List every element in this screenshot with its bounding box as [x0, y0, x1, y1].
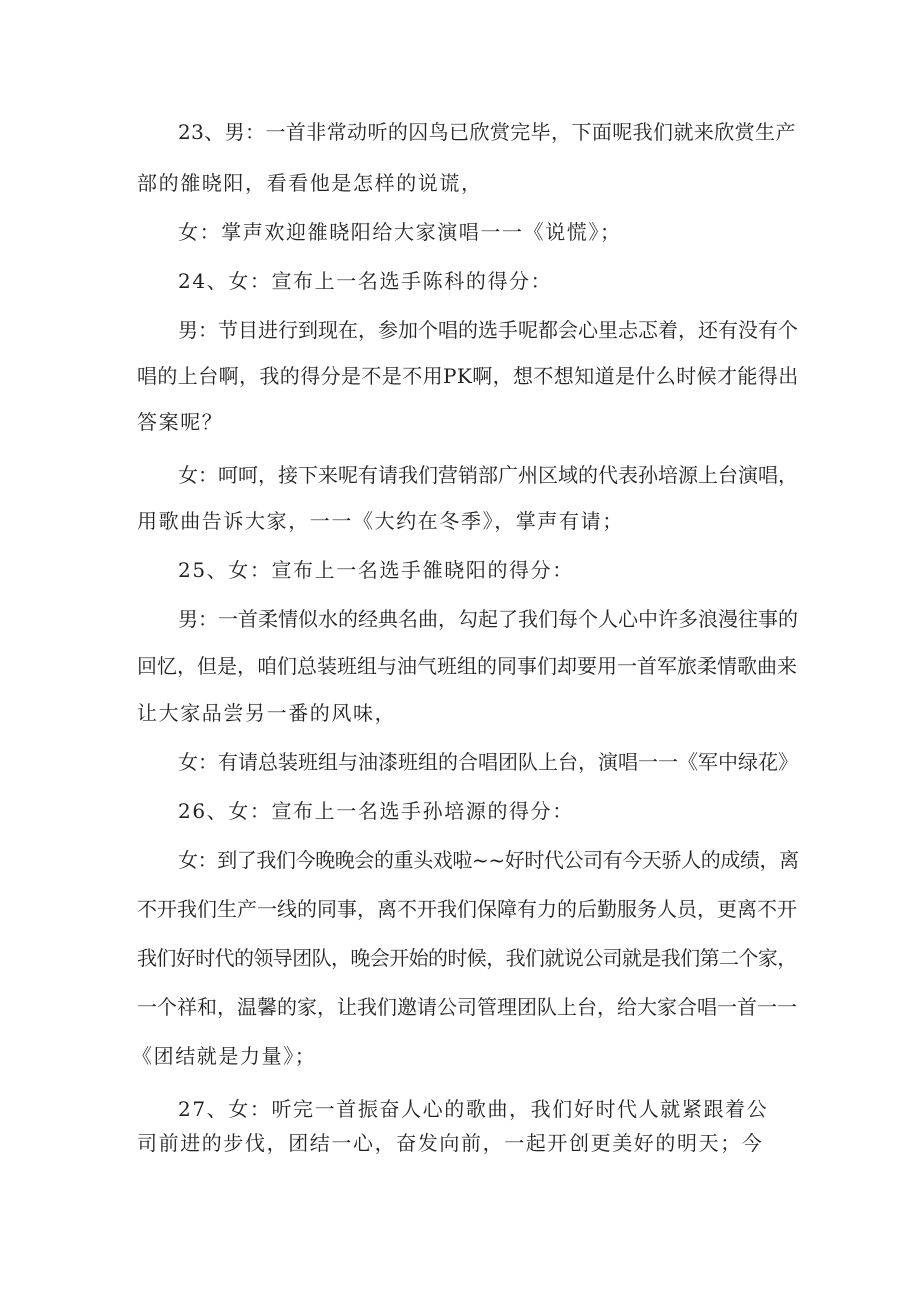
text-line: 27、女：听完一首振奋人心的歌曲，我们好时代人就紧跟着公 [178, 1097, 769, 1121]
text-line: 一个祥和，温馨的家，让我们邀请公司管理团队上台，给大家合唱一首一一 [137, 995, 797, 1019]
text-line: 答案呢？ [137, 410, 224, 434]
text-line: 《团结就是力量》； [132, 1044, 317, 1068]
text-line: 部的雒晓阳，看看他是怎样的说谎， [137, 171, 483, 195]
text-line: 男：节目进行到现在，参加个唱的选手呢都会心里忐忑着，还有没有个 [178, 318, 798, 342]
text-line: 不开我们生产一线的同事，离不开我们保障有力的后勤服务人员，更离不开 [137, 897, 797, 921]
text-line: 女：呵呵，接下来呢有请我们营销部广州区域的代表孙培源上台演唱， [178, 463, 798, 487]
text-line: 25、女：宣布上一名选手雒晓阳的得分： [178, 558, 574, 582]
text-line: 24、女：宣布上一名选手陈科的得分： [178, 269, 553, 293]
text-line: 女：掌声欢迎雒晓阳给大家演唱一一《说慌》； [178, 220, 622, 244]
text-line: 男：一首柔情似水的经典名曲，勾起了我们每个人心中许多浪漫往事的 [178, 607, 798, 631]
text-line: 女：有请总装班组与油漆班组的合唱团队上台，演唱一一《军中绿花》 [178, 750, 798, 774]
text-line: 我们好时代的领导团队，晚会开始的时候，我们就说公司就是我们第二个家， [137, 946, 797, 970]
text-line: 23、男：一首非常动听的囚鸟已欣赏完毕，下面呢我们就来欣赏生产 [178, 120, 796, 144]
text-line: 让大家品尝另一番的风味， [137, 701, 397, 725]
text-line: 唱的上台啊，我的得分是不是不用PK啊，想不想知道是什么时候才能得出 [137, 364, 799, 388]
text-line: 用歌曲告诉大家，一一《大约在冬季》，掌声有请； [137, 509, 624, 533]
text-line: 女：到了我们今晚晚会的重头戏啦~~好时代公司有今天骄人的成绩，离 [178, 848, 799, 872]
text-line: 回忆，但是，咱们总装班组与油气班组的同事们却要用一首军旅柔情歌曲来 [137, 654, 797, 678]
text-line: 26、女：宣布上一名选手孙培源的得分： [178, 799, 574, 823]
text-line: 司前进的步伐，团结一心，奋发向前，一起开创更美好的明天；今 [137, 1131, 764, 1155]
